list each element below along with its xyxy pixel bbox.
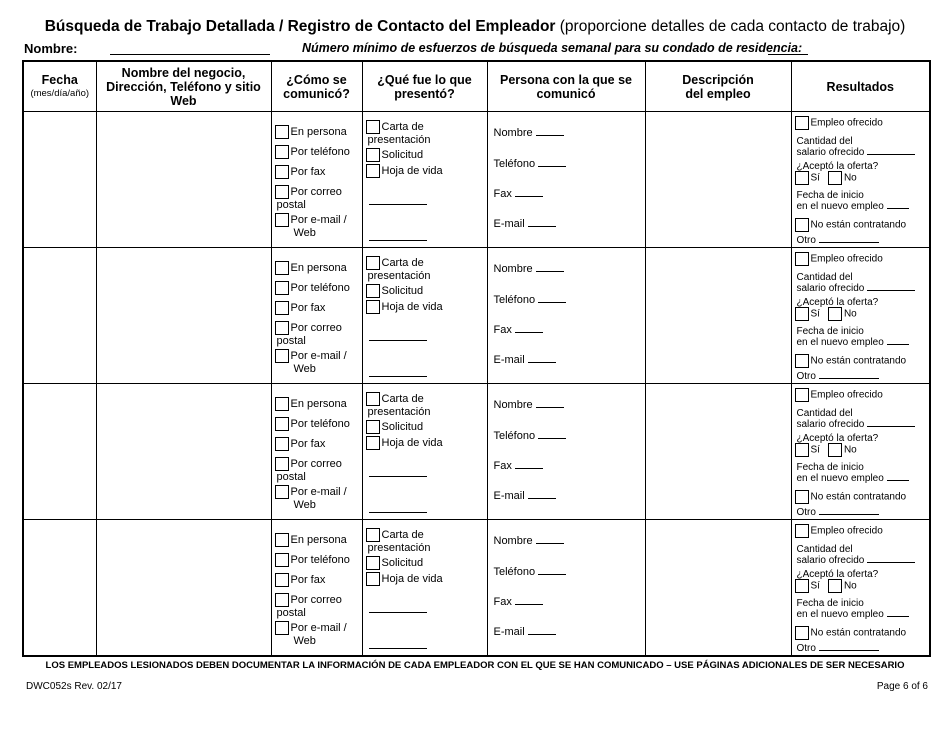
person-name-field[interactable]: Nombre: [494, 535, 564, 547]
option-por-fax[interactable]: Por fax: [275, 301, 326, 315]
person-name-field[interactable]: Nombre: [494, 127, 564, 139]
result-salario[interactable]: Cantidad del salario ofrecido: [797, 136, 916, 158]
option-por-telefono[interactable]: Por teléfono: [275, 553, 350, 567]
presented-cell: [362, 112, 487, 248]
checkbox[interactable]: [275, 125, 289, 139]
col-descripcion: Descripción del empleo: [645, 61, 791, 112]
result-otro[interactable]: Otro: [797, 643, 879, 654]
result-acepto-label: ¿Aceptó la oferta?: [796, 569, 879, 580]
checkbox[interactable]: [795, 354, 809, 368]
business-cell[interactable]: [96, 520, 271, 657]
result-no-contratando[interactable]: No están contratando: [795, 626, 907, 640]
checkbox-no[interactable]: [828, 307, 842, 321]
option-solicitud[interactable]: Solicitud: [366, 148, 424, 162]
checkbox[interactable]: [275, 349, 289, 363]
option-hoja-de-vida[interactable]: Hoja de vida: [366, 572, 443, 586]
other-presented-line-1[interactable]: [369, 204, 427, 205]
checkbox[interactable]: [275, 621, 289, 635]
other-presented-line-1[interactable]: [369, 340, 427, 341]
person-email-field[interactable]: E-mail: [494, 490, 556, 502]
person-fax-field[interactable]: Fax: [494, 324, 543, 336]
checkbox[interactable]: [275, 485, 289, 499]
other-presented-line-1[interactable]: [369, 612, 427, 613]
checkbox[interactable]: [366, 164, 380, 178]
option-en-persona[interactable]: En persona: [275, 397, 347, 411]
checkbox[interactable]: [275, 593, 289, 607]
form-id: DWC052s Rev. 02/17: [26, 681, 122, 692]
option-por-fax[interactable]: Por fax: [275, 573, 326, 587]
name-row: [24, 41, 924, 59]
col-negocio: Nombre del negocio, Dirección, Teléfono y sitio Web: [96, 61, 271, 112]
option-en-persona[interactable]: En persona: [275, 125, 347, 139]
result-fecha-inicio[interactable]: Fecha de inicio en el nuevo empleo: [797, 326, 909, 348]
other-presented-line-2[interactable]: [369, 648, 427, 649]
job-description-cell[interactable]: [645, 248, 791, 384]
result-acepto-options: Sí No: [795, 579, 857, 593]
business-cell[interactable]: [96, 384, 271, 520]
result-ofrecido[interactable]: Empleo ofrecido: [795, 524, 883, 538]
form-title: [0, 18, 950, 36]
person-cell: [487, 384, 645, 520]
result-otro[interactable]: Otro: [797, 507, 879, 518]
checkbox-no[interactable]: [828, 443, 842, 457]
result-salario[interactable]: Cantidad del salario ofrecido: [797, 544, 916, 566]
min-efforts-field[interactable]: [768, 54, 808, 55]
form-title-note: (proporcione detalles de cada contacto de trabajo): [559, 18, 906, 35]
result-otro[interactable]: Otro: [797, 371, 879, 382]
option-en-persona[interactable]: En persona: [275, 261, 347, 275]
results-cell: [791, 384, 930, 520]
option-por-telefono[interactable]: Por teléfono: [275, 281, 350, 295]
how-cell: [271, 112, 362, 248]
checkbox[interactable]: [275, 573, 289, 587]
option-por-correo[interactable]: Por correo postal: [276, 594, 342, 620]
option-por-telefono[interactable]: Por teléfono: [275, 145, 350, 159]
person-phone-field[interactable]: Teléfono: [494, 430, 567, 442]
checkbox-no[interactable]: [828, 579, 842, 593]
option-por-email[interactable]: Por e-mail / Web: [275, 485, 347, 511]
contact-record-row: [23, 520, 930, 657]
results-cell: [791, 112, 930, 248]
person-fax-field[interactable]: Fax: [494, 596, 543, 608]
option-por-correo[interactable]: Por correo postal: [276, 458, 342, 484]
checkbox[interactable]: [366, 256, 380, 270]
person-phone-field[interactable]: Teléfono: [494, 158, 567, 170]
presented-cell: [362, 520, 487, 657]
option-carta[interactable]: Carta de presentación: [367, 393, 431, 419]
checkbox[interactable]: [795, 524, 809, 538]
checkbox[interactable]: [795, 388, 809, 402]
checkbox[interactable]: [795, 490, 809, 504]
checkbox[interactable]: [366, 436, 380, 450]
checkbox[interactable]: [366, 284, 380, 298]
person-email-field[interactable]: E-mail: [494, 354, 556, 366]
date-cell[interactable]: [23, 384, 96, 520]
other-presented-line-2[interactable]: [369, 376, 427, 377]
checkbox-si[interactable]: [795, 307, 809, 321]
other-presented-line-1[interactable]: [369, 476, 427, 477]
result-acepto-label: ¿Aceptó la oferta?: [796, 161, 879, 172]
checkbox[interactable]: [275, 437, 289, 451]
option-hoja-de-vida[interactable]: Hoja de vida: [366, 164, 443, 178]
col-resultados: Resultados: [791, 61, 930, 112]
checkbox[interactable]: [366, 120, 380, 134]
header-row: [23, 61, 930, 112]
person-cell: [487, 112, 645, 248]
option-hoja-de-vida[interactable]: Hoja de vida: [366, 436, 443, 450]
col-como: ¿Cómo se comunicó?: [271, 61, 362, 112]
checkbox[interactable]: [275, 533, 289, 547]
how-cell: [271, 384, 362, 520]
other-presented-line-2[interactable]: [369, 512, 427, 513]
result-ofrecido[interactable]: Empleo ofrecido: [795, 252, 883, 266]
checkbox[interactable]: [366, 392, 380, 406]
option-solicitud[interactable]: Solicitud: [366, 556, 424, 570]
result-acepto-label: ¿Aceptó la oferta?: [796, 297, 879, 308]
checkbox[interactable]: [366, 300, 380, 314]
checkbox[interactable]: [366, 528, 380, 542]
date-cell[interactable]: [23, 112, 96, 248]
result-fecha-inicio[interactable]: Fecha de inicio en el nuevo empleo: [797, 190, 909, 212]
option-por-email[interactable]: Por e-mail / Web: [275, 213, 347, 239]
checkbox[interactable]: [275, 553, 289, 567]
checkbox[interactable]: [366, 556, 380, 570]
person-name-field[interactable]: Nombre: [494, 263, 564, 275]
option-por-telefono[interactable]: Por teléfono: [275, 417, 350, 431]
result-no-contratando[interactable]: No están contratando: [795, 490, 907, 504]
checkbox[interactable]: [275, 321, 289, 335]
date-cell[interactable]: [23, 248, 96, 384]
person-email-field[interactable]: E-mail: [494, 626, 556, 638]
contact-record-row: [23, 112, 930, 248]
result-salario[interactable]: Cantidad del salario ofrecido: [797, 408, 916, 430]
option-por-fax[interactable]: Por fax: [275, 437, 326, 451]
checkbox[interactable]: [795, 252, 809, 266]
option-por-correo[interactable]: Por correo postal: [276, 186, 342, 212]
checkbox[interactable]: [275, 165, 289, 179]
checkbox-no[interactable]: [828, 171, 842, 185]
business-cell[interactable]: [96, 248, 271, 384]
option-por-correo[interactable]: Por correo postal: [276, 322, 342, 348]
checkbox[interactable]: [795, 626, 809, 640]
option-por-email[interactable]: Por e-mail / Web: [275, 349, 347, 375]
checkbox-si[interactable]: [795, 171, 809, 185]
checkbox[interactable]: [275, 261, 289, 275]
contact-record-row: [23, 384, 930, 520]
checkbox[interactable]: [366, 420, 380, 434]
checkbox[interactable]: [366, 572, 380, 586]
form-title-main: Búsqueda de Trabajo Detallada / Registro de Contacto del Empleador: [44, 18, 556, 35]
option-carta[interactable]: Carta de presentación: [367, 257, 431, 283]
checkbox[interactable]: [275, 281, 289, 295]
option-por-email[interactable]: Por e-mail / Web: [275, 621, 347, 647]
col-que: ¿Qué fue lo que presentó?: [362, 61, 487, 112]
job-description-cell[interactable]: [645, 384, 791, 520]
checkbox[interactable]: [275, 417, 289, 431]
date-cell[interactable]: [23, 520, 96, 657]
person-name-field[interactable]: Nombre: [494, 399, 564, 411]
contact-log-table: [22, 60, 931, 657]
checkbox-si[interactable]: [795, 579, 809, 593]
result-acepto-options: Sí No: [795, 171, 857, 185]
job-description-cell[interactable]: [645, 520, 791, 657]
business-cell[interactable]: [96, 112, 271, 248]
checkbox[interactable]: [795, 218, 809, 232]
result-ofrecido[interactable]: Empleo ofrecido: [795, 388, 883, 402]
checkbox[interactable]: [275, 397, 289, 411]
person-fax-field[interactable]: Fax: [494, 188, 543, 200]
checkbox[interactable]: [795, 116, 809, 130]
option-carta[interactable]: Carta de presentación: [367, 121, 431, 147]
name-label: Nombre:: [24, 41, 78, 56]
option-en-persona[interactable]: En persona: [275, 533, 347, 547]
result-fecha-inicio[interactable]: Fecha de inicio en el nuevo empleo: [797, 598, 909, 620]
checkbox[interactable]: [275, 145, 289, 159]
how-cell: [271, 248, 362, 384]
option-carta[interactable]: Carta de presentación: [367, 529, 431, 555]
person-cell: [487, 248, 645, 384]
col-persona: Persona con la que se comunicó: [487, 61, 645, 112]
results-cell: [791, 248, 930, 384]
person-phone-field[interactable]: Teléfono: [494, 566, 567, 578]
result-salario[interactable]: Cantidad del salario ofrecido: [797, 272, 916, 294]
option-por-fax[interactable]: Por fax: [275, 165, 326, 179]
min-efforts-label: Número mínimo de esfuerzos de búsqueda semanal para su condado de residencia:: [302, 41, 803, 55]
checkbox[interactable]: [275, 213, 289, 227]
checkbox[interactable]: [366, 148, 380, 162]
name-field[interactable]: [110, 54, 270, 55]
result-acepto-options: Sí No: [795, 307, 857, 321]
how-cell: [271, 520, 362, 657]
checkbox[interactable]: [275, 457, 289, 471]
page-number: Page 6 of 6: [876, 681, 928, 692]
col-fecha: Fecha (mes/día/año): [23, 61, 96, 112]
presented-cell: [362, 384, 487, 520]
other-presented-line-2[interactable]: [369, 240, 427, 241]
result-acepto-options: Sí No: [795, 443, 857, 457]
person-fax-field[interactable]: Fax: [494, 460, 543, 472]
result-fecha-inicio[interactable]: Fecha de inicio en el nuevo empleo: [797, 462, 909, 484]
result-otro[interactable]: Otro: [797, 235, 879, 246]
result-ofrecido[interactable]: Empleo ofrecido: [795, 116, 883, 130]
person-phone-field[interactable]: Teléfono: [494, 294, 567, 306]
option-solicitud[interactable]: Solicitud: [366, 284, 424, 298]
job-description-cell[interactable]: [645, 112, 791, 248]
checkbox-si[interactable]: [795, 443, 809, 457]
result-no-contratando[interactable]: No están contratando: [795, 354, 907, 368]
contact-record-row: [23, 248, 930, 384]
checkbox[interactable]: [275, 185, 289, 199]
footer-note: LOS EMPLEADOS LESIONADOS DEBEN DOCUMENTAR LA INFORMACIÓN DE CADA EMPLEADOR CON EL QUE SE HAN COMUNICADO – USE PÁGINAS ADICIONALES DE SER NECESARIO: [45, 660, 905, 671]
option-hoja-de-vida[interactable]: Hoja de vida: [366, 300, 443, 314]
presented-cell: [362, 248, 487, 384]
checkbox[interactable]: [275, 301, 289, 315]
person-cell: [487, 520, 645, 657]
person-email-field[interactable]: E-mail: [494, 218, 556, 230]
result-acepto-label: ¿Aceptó la oferta?: [796, 433, 879, 444]
result-no-contratando[interactable]: No están contratando: [795, 218, 907, 232]
option-solicitud[interactable]: Solicitud: [366, 420, 424, 434]
results-cell: [791, 520, 930, 657]
